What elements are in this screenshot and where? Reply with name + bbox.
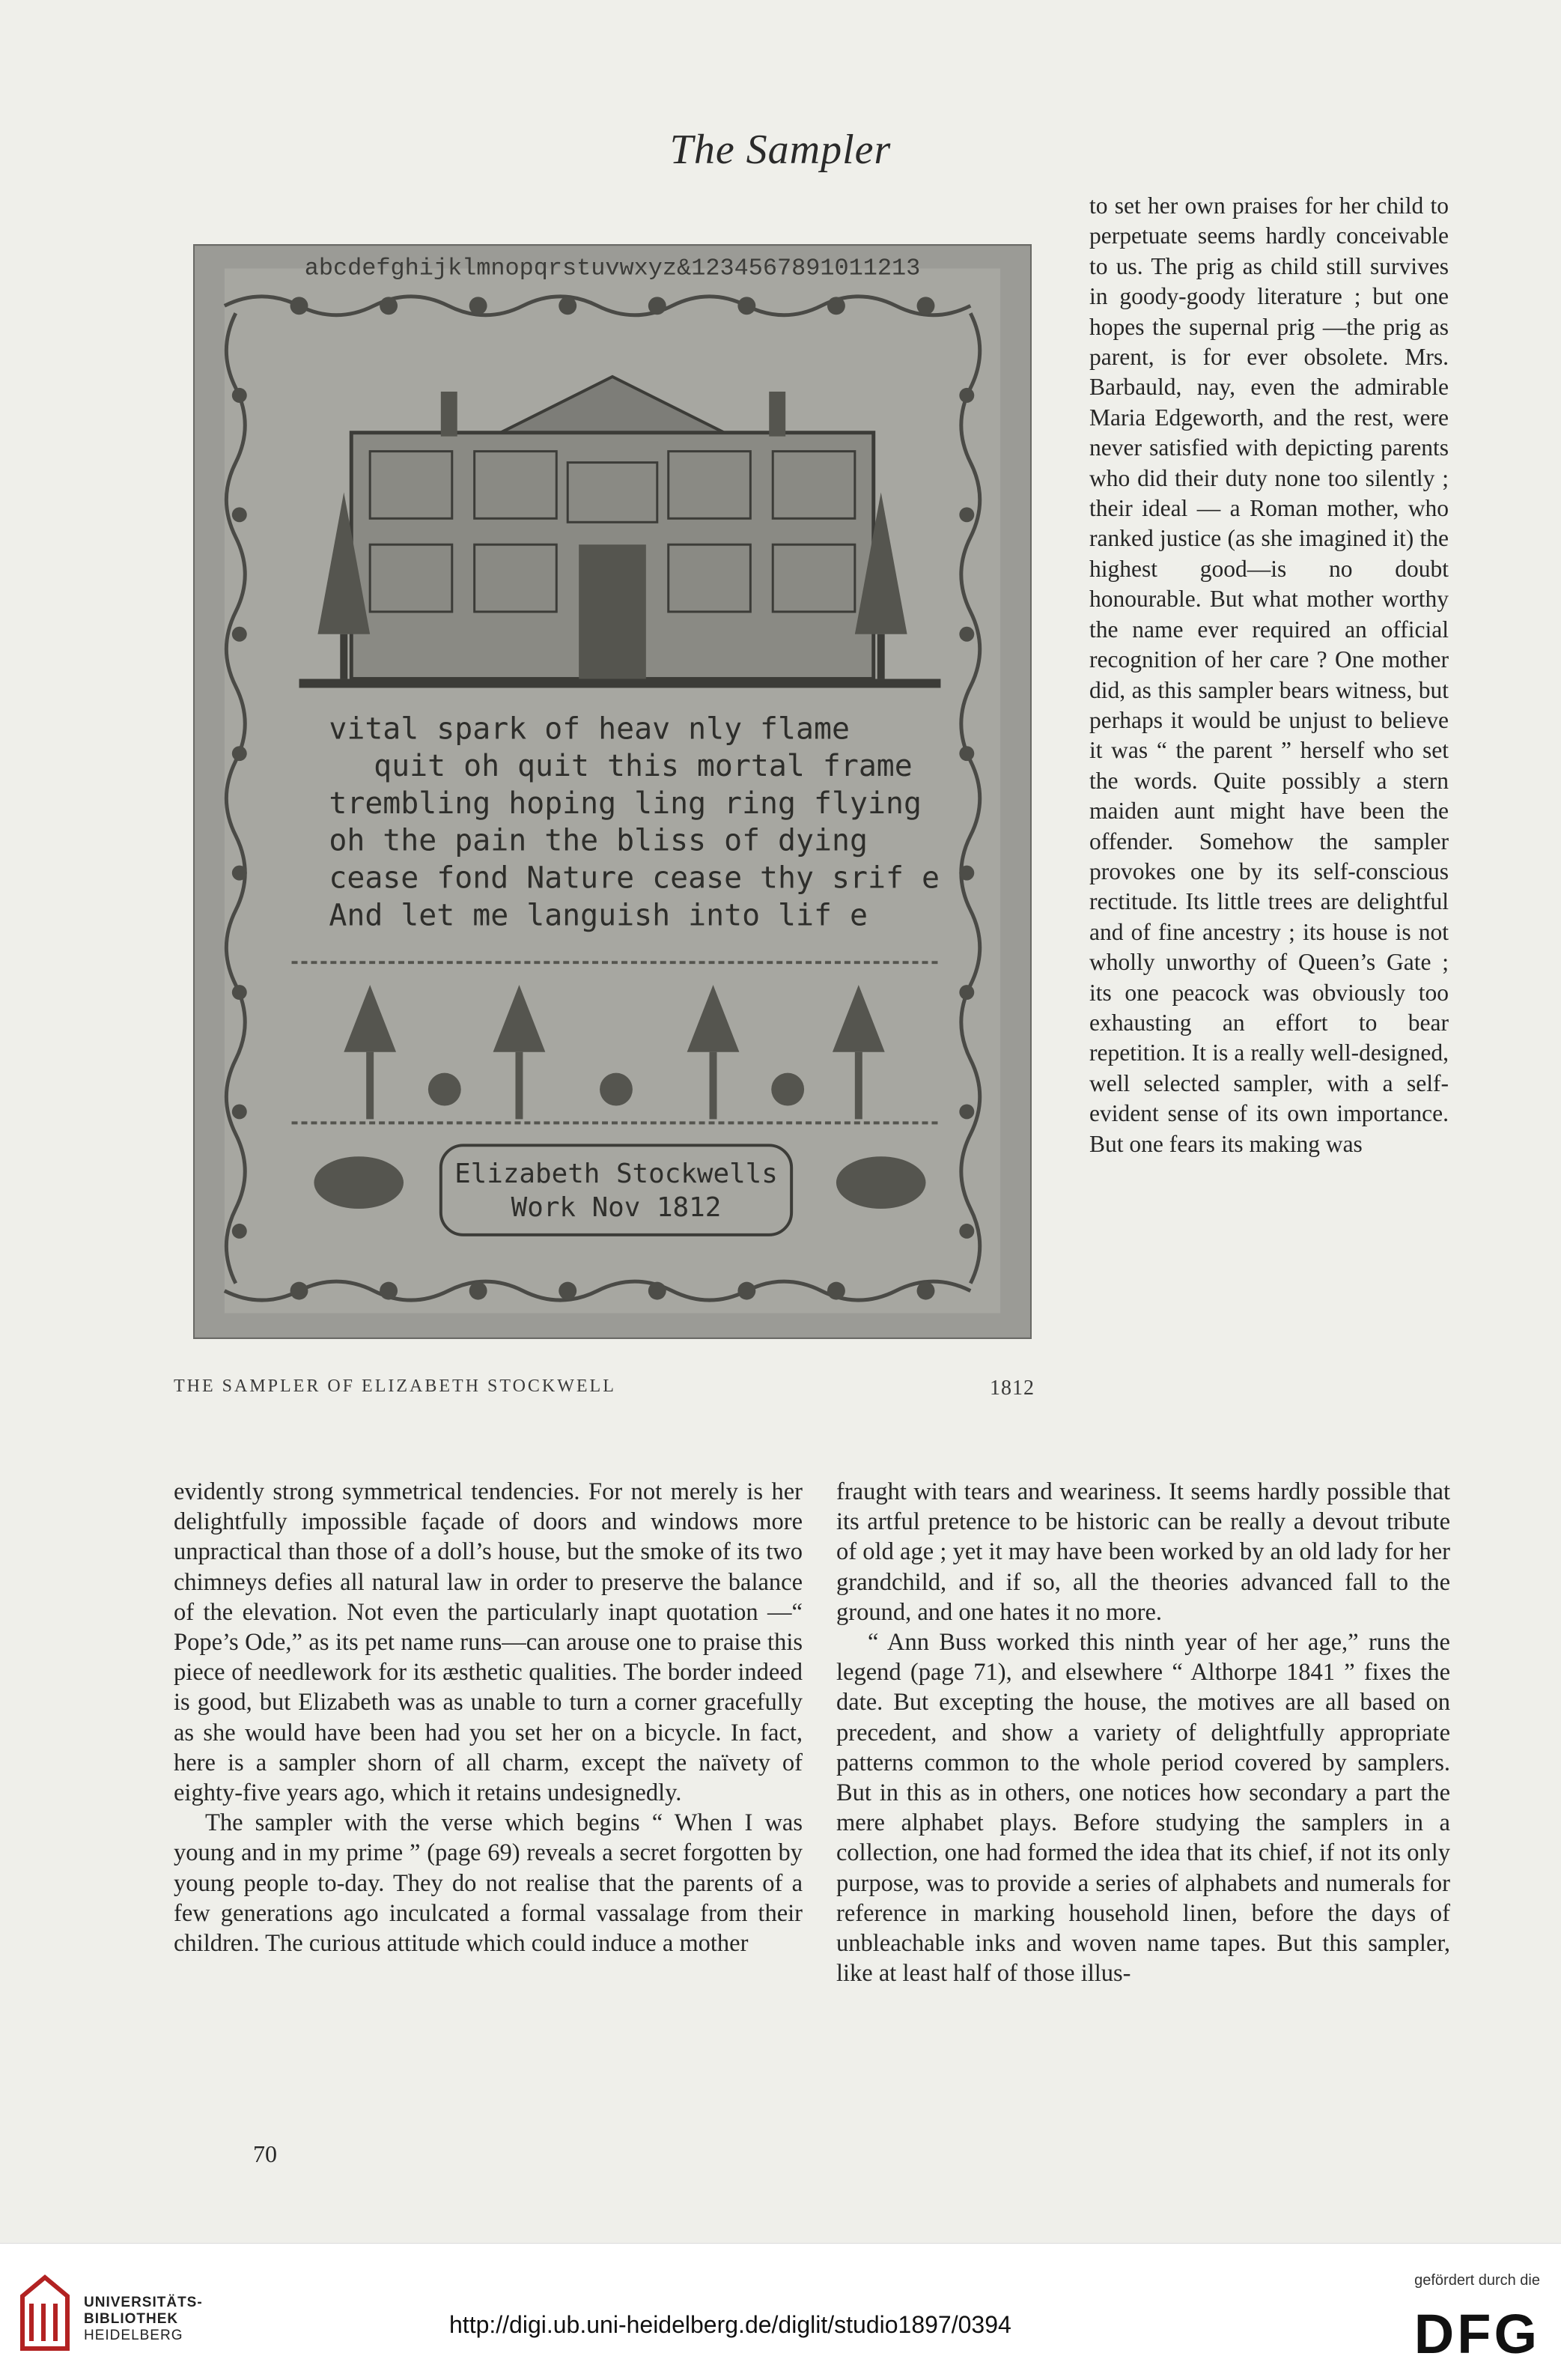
left-paragraph-1: evidently strong symmetrical tendencies. For not merely is her delightfully impossible façade of doors and windows more unpractical than those of a doll’s house, but the smoke of its two chimneys defies all natural law in order to preserve the balance of the elevation. Not even the particularly inapt quotation —“ Pope’s Ode,” as its pet name runs—can arouse one to praise this piece of needlework for its æsthetic qualities. The border indeed is good, but Elizabeth was as unable to turn a corner gracefully as she would have been had you set her on a bicycle. In fact, here is a sampler shorn of all charm, except the naïvety of eighty-five years ago, which it retains undesignedly.	[174, 1478, 803, 1807]
library-logo-icon	[15, 2274, 75, 2356]
narrow-column	[1089, 191, 1449, 1159]
left-column	[174, 1477, 803, 1958]
right-paragraph-2: “ Ann Buss worked this ninth year of her age,” runs the legend (page 71), and elsewhere “ Althorpe 1841 ” fixes the date. But excepting the house, the motives are all based on precedent, and show a variety of delightfully appropriate patterns common to the whole period covered by samplers. But in this as in others, one notices how secondary a part the mere alphabet plays. Before studying the samplers in a collection, one had formed the idea that its chief, if not its only purpose, was to provide a series of alphabets and numerals for reference in marking household linen, before the days of unbleachable inks and woven name tapes. But this sampler, like at least half of those illus-	[836, 1629, 1450, 1988]
dfg-logo: DFG	[1414, 2303, 1540, 2365]
library-name: UNIVERSITÄTS- BIBLIOTHEK HEIDELBERG	[84, 2295, 203, 2343]
caption-year: 1812	[990, 1376, 1035, 1400]
right-column	[836, 1477, 1450, 1988]
signature-name: Elizabeth Stockwells	[454, 1159, 778, 1190]
caption-title: THE SAMPLER OF ELIZABETH STOCKWELL	[174, 1376, 616, 1396]
verse-line-3: trembling hoping ling ring flying	[329, 786, 922, 821]
funded-by-label: gefördert durch die	[1414, 2272, 1540, 2289]
sampler-alphabet-row: abcdefghijklmnopqrstuvwxyz&1234567891011213	[304, 254, 921, 282]
page-number: 70	[253, 2140, 277, 2167]
verse-line-4: oh the pain the bliss of dying	[329, 823, 868, 858]
left-paragraph-2: The sampler with the verse which begins “ When I was young and in my prime ” (page 69) reveals a secret forgotten by young people to-day. They do not realise that the parents of a few generations ago inculcated a formal vassalage from their children. The curious attitude which could induce a mother	[174, 1809, 803, 1958]
verse-line-2: quit oh quit this mortal frame	[374, 749, 913, 784]
signature-date: Work Nov 1812	[511, 1191, 722, 1223]
right-paragraph-1: fraught with tears and weariness. It seems hardly possible that its artful pretence to be historic can be really a devout tribute of old age ; yet it may have been worked by an old lady for her grandchild, and if so, all the theories advanced fall to the ground, and one hates it no more.	[836, 1478, 1450, 1626]
footer-bar	[0, 2243, 1561, 2380]
verse-line-6: And let me languish into lif e	[329, 898, 868, 933]
source-url-link[interactable]: http://digi.ub.uni-heidelberg.de/diglit/studio1897/0394	[449, 2311, 1011, 2338]
verse-line-1: vital spark of heav nly flame	[329, 711, 851, 747]
verse-line-5: cease fond Nature cease thy srif e	[329, 860, 940, 896]
page-title: The Sampler	[669, 127, 892, 173]
figure-caption	[174, 1376, 1035, 1400]
sampler-image	[193, 244, 1032, 1339]
narrow-column-text: to set her own praises for her child to perpetuate seems hardly conceivable to us. The prig as child still survives in goody-goody literature ; but one hopes the supernal prig —the prig as parent, is for ever obsolete. Mrs. Barbauld, nay, even the admirable Maria Edgeworth, and the rest, were never satisfied with depicting parents who did their duty none too silently ; their ideal — a Roman mother, who ranked justice (as she imagined it) the highest good—is no doubt honourable. But what mother worthy the name ever required an official recognition of her care ? One mother did, as this sampler bears witness, but perhaps it would be unjust to believe it was “ the parent ” herself who set the words. Quite possibly a stern maiden aunt might have been the offender. Somehow the sampler provokes one by its self-conscious rectitude. Its little trees are delightful and of fine ancestry ; its house is not wholly unworthy of Queen’s Gate ; its one peacock was obviously too exhausting an effort to bear repetition. It is a really well-designed, well selected sampler, with a self-evident sense of its own importance. But one fears its making was	[1089, 192, 1449, 1157]
